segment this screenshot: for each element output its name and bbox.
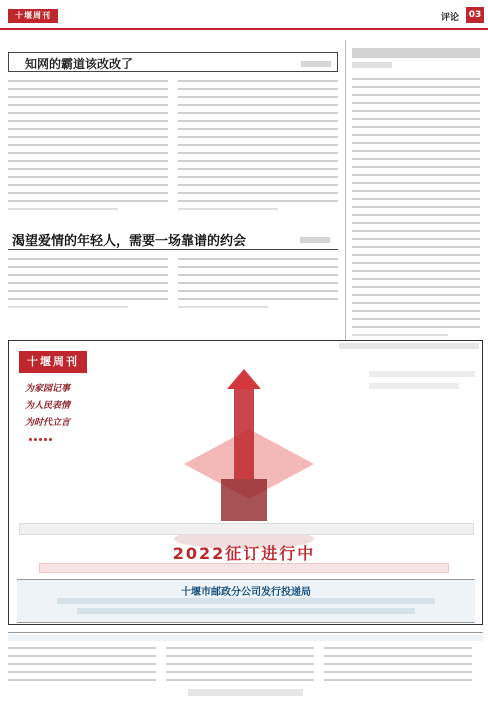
ad-side-strip-1 bbox=[369, 371, 475, 377]
body-dating bbox=[8, 258, 338, 318]
headline-box-dating bbox=[8, 228, 338, 250]
byline-dating bbox=[300, 237, 330, 243]
headline-box-zhiwang bbox=[8, 52, 338, 72]
footer-table bbox=[8, 632, 483, 698]
byline-law bbox=[352, 62, 392, 68]
ad-dots bbox=[29, 426, 54, 445]
slogan-3: 为时代立言 bbox=[25, 418, 71, 428]
subscribe-info bbox=[39, 563, 449, 573]
footer-hotline bbox=[188, 689, 303, 696]
masthead bbox=[0, 0, 488, 30]
ad-slogans bbox=[25, 381, 135, 428]
headline-dating: 渴望爱情的年轻人，需要一场靠谱的约会 bbox=[12, 234, 247, 249]
headline-zhiwang: 知网的霸道该改改了 bbox=[25, 57, 134, 71]
ad-top-strip bbox=[339, 343, 479, 349]
ad-side-strip-2 bbox=[369, 383, 459, 389]
slogan-2: 为人民表情 bbox=[25, 401, 71, 411]
subscribe-banner: 2022征订进行中 bbox=[172, 544, 316, 563]
footer-strip bbox=[8, 635, 483, 641]
paper-name-badge: 十堰周刊 bbox=[8, 9, 58, 23]
ad-paper-badge: 十堰周刊 bbox=[19, 351, 87, 373]
postal-section bbox=[17, 579, 475, 623]
section-label: 评论 bbox=[441, 13, 460, 23]
postal-title: 十堰市邮政分公司发行投递局 bbox=[181, 587, 311, 598]
byline-zhiwang bbox=[301, 61, 331, 67]
ad-notice bbox=[19, 523, 474, 535]
page-number: 03 bbox=[466, 7, 484, 23]
slogan-1: 为家园记事 bbox=[25, 384, 71, 394]
body-zhiwang bbox=[8, 80, 338, 220]
subscription-ad bbox=[8, 340, 483, 625]
postal-strip-2 bbox=[77, 608, 415, 614]
postal-strip-1 bbox=[57, 598, 435, 604]
headline-law bbox=[352, 48, 480, 58]
